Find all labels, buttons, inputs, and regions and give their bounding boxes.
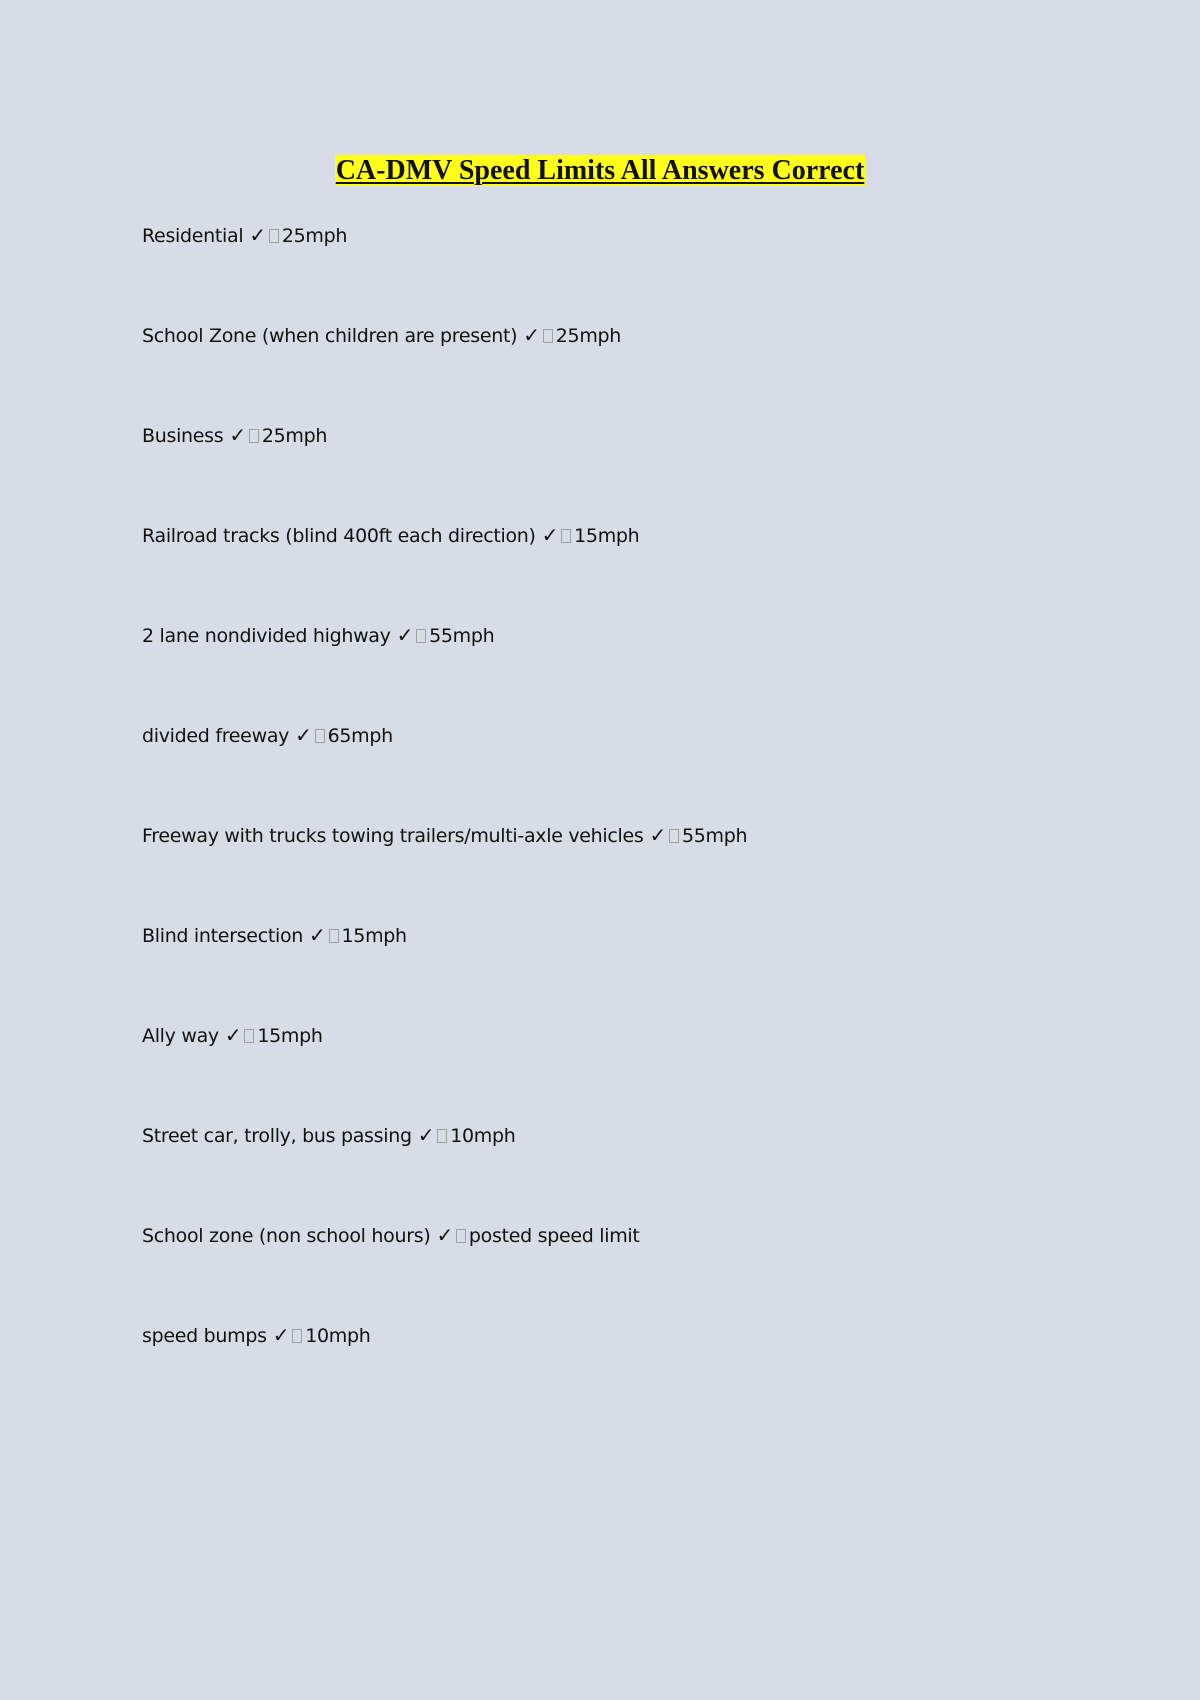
missing-glyph-box-icon: [269, 229, 279, 243]
check-icon: ✓: [523, 323, 540, 347]
check-icon: ✓: [249, 223, 266, 247]
document-title: [0, 153, 1200, 189]
question-text: School zone (non school hours): [142, 1225, 431, 1247]
qa-item: [142, 618, 1142, 718]
question-text: School Zone (when children are present): [142, 325, 518, 347]
check-icon: ✓: [541, 523, 559, 547]
answer-text: 65mph: [327, 725, 393, 747]
qa-item: [142, 218, 1142, 318]
answer-text: 15mph: [574, 525, 640, 547]
qa-item: [142, 1018, 1142, 1118]
question-text: Railroad tracks (blind 400ft each direction): [142, 525, 536, 547]
answer-text: 10mph: [450, 1125, 516, 1147]
question-text: speed bumps: [142, 1325, 267, 1347]
missing-glyph-box-icon: [543, 329, 553, 343]
check-icon: ✓: [229, 423, 246, 447]
qa-item: [142, 918, 1142, 1018]
question-text: 2 lane nondivided highway: [142, 625, 391, 647]
title-text: CA-DMV Speed Limits All Answers Correct: [335, 155, 865, 186]
missing-glyph-box-icon: [315, 729, 325, 743]
question-text: Business: [142, 425, 224, 447]
question-text: divided freeway: [142, 725, 290, 747]
qa-item: [142, 1218, 1142, 1318]
question-text: Blind intersection: [142, 925, 304, 947]
missing-glyph-box-icon: [249, 429, 259, 443]
question-text: Residential: [142, 225, 244, 247]
missing-glyph-box-icon: [669, 829, 679, 843]
answer-text: 55mph: [681, 825, 748, 847]
answer-text: 55mph: [429, 625, 495, 647]
check-icon: ✓: [295, 723, 312, 747]
question-text: Freeway with trucks towing trailers/multi-axle vehicles: [142, 825, 644, 847]
answer-text: 15mph: [341, 925, 407, 947]
missing-glyph-box-icon: [292, 1329, 302, 1343]
check-icon: ✓: [272, 1323, 290, 1347]
check-icon: ✓: [396, 623, 414, 647]
missing-glyph-box-icon: [437, 1129, 447, 1143]
question-text: Ally way: [142, 1025, 219, 1047]
check-icon: ✓: [224, 1023, 242, 1047]
check-icon: ✓: [417, 1123, 435, 1147]
check-icon: ✓: [436, 1223, 453, 1247]
answer-text: 15mph: [257, 1025, 323, 1047]
answer-text: 25mph: [261, 425, 328, 447]
qa-item: [142, 718, 1142, 818]
answer-text: 10mph: [305, 1325, 371, 1347]
qa-item: [142, 818, 1142, 918]
qa-item: [142, 1318, 1142, 1418]
qa-item: [142, 518, 1142, 618]
answer-text: posted speed limit: [468, 1225, 640, 1247]
missing-glyph-box-icon: [244, 1029, 254, 1043]
missing-glyph-box-icon: [456, 1229, 466, 1243]
check-icon: ✓: [309, 923, 326, 947]
missing-glyph-box-icon: [561, 529, 571, 543]
answer-text: 25mph: [555, 325, 622, 347]
missing-glyph-box-icon: [329, 929, 339, 943]
check-icon: ✓: [649, 823, 666, 847]
qa-list: [142, 218, 1142, 1418]
qa-item: [142, 418, 1142, 518]
qa-item: [142, 318, 1142, 418]
question-text: Street car, trolly, bus passing: [142, 1125, 412, 1147]
answer-text: 25mph: [281, 225, 348, 247]
qa-item: [142, 1118, 1142, 1218]
missing-glyph-box-icon: [416, 629, 426, 643]
